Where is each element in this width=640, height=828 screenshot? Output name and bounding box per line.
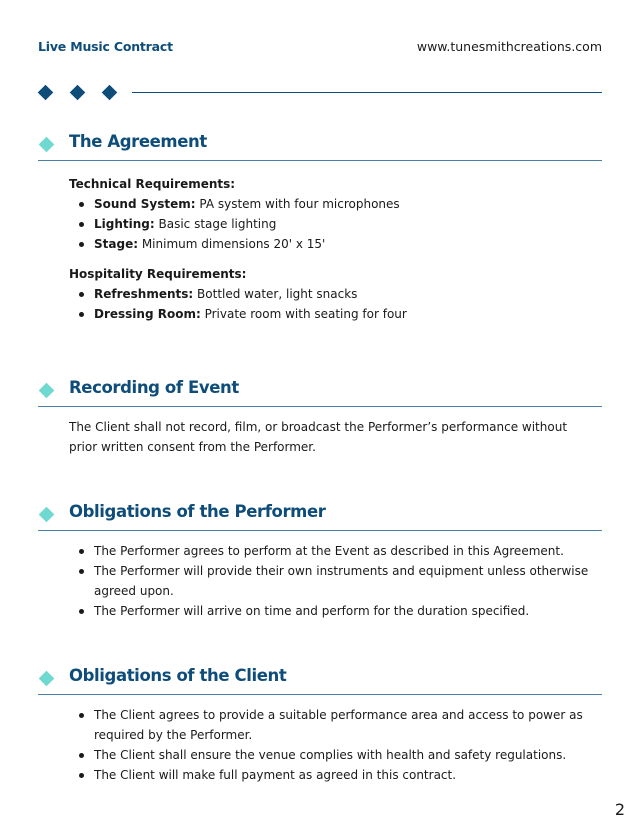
section-body: [38, 174, 602, 324]
list-item: The Performer agrees to perform at the Event as described in this Agreement.: [69, 541, 602, 561]
section-header: [38, 377, 602, 407]
item-text: Bottled water, light snacks: [193, 287, 358, 301]
client-list: [69, 705, 602, 785]
divider-line: [132, 92, 602, 93]
section-header: [38, 131, 602, 161]
technical-list: [69, 194, 602, 254]
list-item: The Client agrees to provide a suitable performance area and access to power as required by the Performer.: [69, 705, 602, 745]
item-label: Sound System:: [94, 197, 196, 211]
list-item: [69, 194, 602, 214]
section-body: [38, 705, 602, 785]
section-body: [38, 417, 602, 457]
item-label: Lighting:: [94, 217, 155, 231]
diamond-icon: [39, 137, 55, 153]
list-item: [69, 304, 602, 324]
item-label: Refreshments:: [94, 287, 194, 301]
list-item: The Performer will provide their own instruments and equipment unless otherwise agreed upon.: [69, 561, 602, 601]
item-label: Dressing Room:: [94, 307, 201, 321]
decorative-divider: [38, 85, 602, 101]
section-header: [38, 501, 602, 531]
section-recording: [38, 377, 602, 457]
sub-heading-hospitality: Hospitality Requirements:: [69, 267, 247, 281]
item-text: Basic stage lighting: [154, 217, 277, 231]
hospitality-list: [69, 284, 602, 324]
diamond-icon: [39, 507, 55, 523]
section-title: The Agreement: [69, 132, 207, 151]
item-text: Minimum dimensions 20' x 15': [138, 237, 326, 251]
paragraph: The Client shall not record, film, or broadcast the Performer’s performance without prior written consent from the Performer.: [69, 420, 568, 454]
section-client: [38, 665, 602, 785]
page-number: 2: [614, 800, 625, 819]
item-text: PA system with four microphones: [195, 197, 400, 211]
list-item: [69, 234, 602, 254]
diamond-icon: [39, 383, 55, 399]
list-item: [69, 284, 602, 304]
section-title: Recording of Event: [69, 378, 239, 397]
section-title: Obligations of the Performer: [69, 502, 326, 521]
section-title: Obligations of the Client: [69, 666, 287, 685]
website-url: www.tunesmithcreations.com: [416, 39, 602, 54]
list-item: The Performer will arrive on time and perform for the duration specified.: [69, 601, 602, 621]
list-item: The Client will make full payment as agreed in this contract.: [69, 765, 602, 785]
section-header: [38, 665, 602, 695]
document-title: Live Music Contract: [38, 39, 173, 54]
list-item: The Client shall ensure the venue complies with health and safety regulations.: [69, 745, 602, 765]
sub-heading-technical: Technical Requirements:: [69, 177, 236, 191]
item-text: Private room with seating for four: [200, 307, 407, 321]
diamond-icon: [39, 671, 55, 687]
item-label: Stage:: [94, 237, 139, 251]
section-agreement: [38, 131, 602, 324]
section-body: [38, 541, 602, 621]
diamond-icon: [70, 85, 86, 101]
diamond-icon: [38, 85, 54, 101]
diamond-icon: [102, 85, 118, 101]
section-performer: [38, 501, 602, 621]
list-item: [69, 214, 602, 234]
performer-list: [69, 541, 602, 621]
